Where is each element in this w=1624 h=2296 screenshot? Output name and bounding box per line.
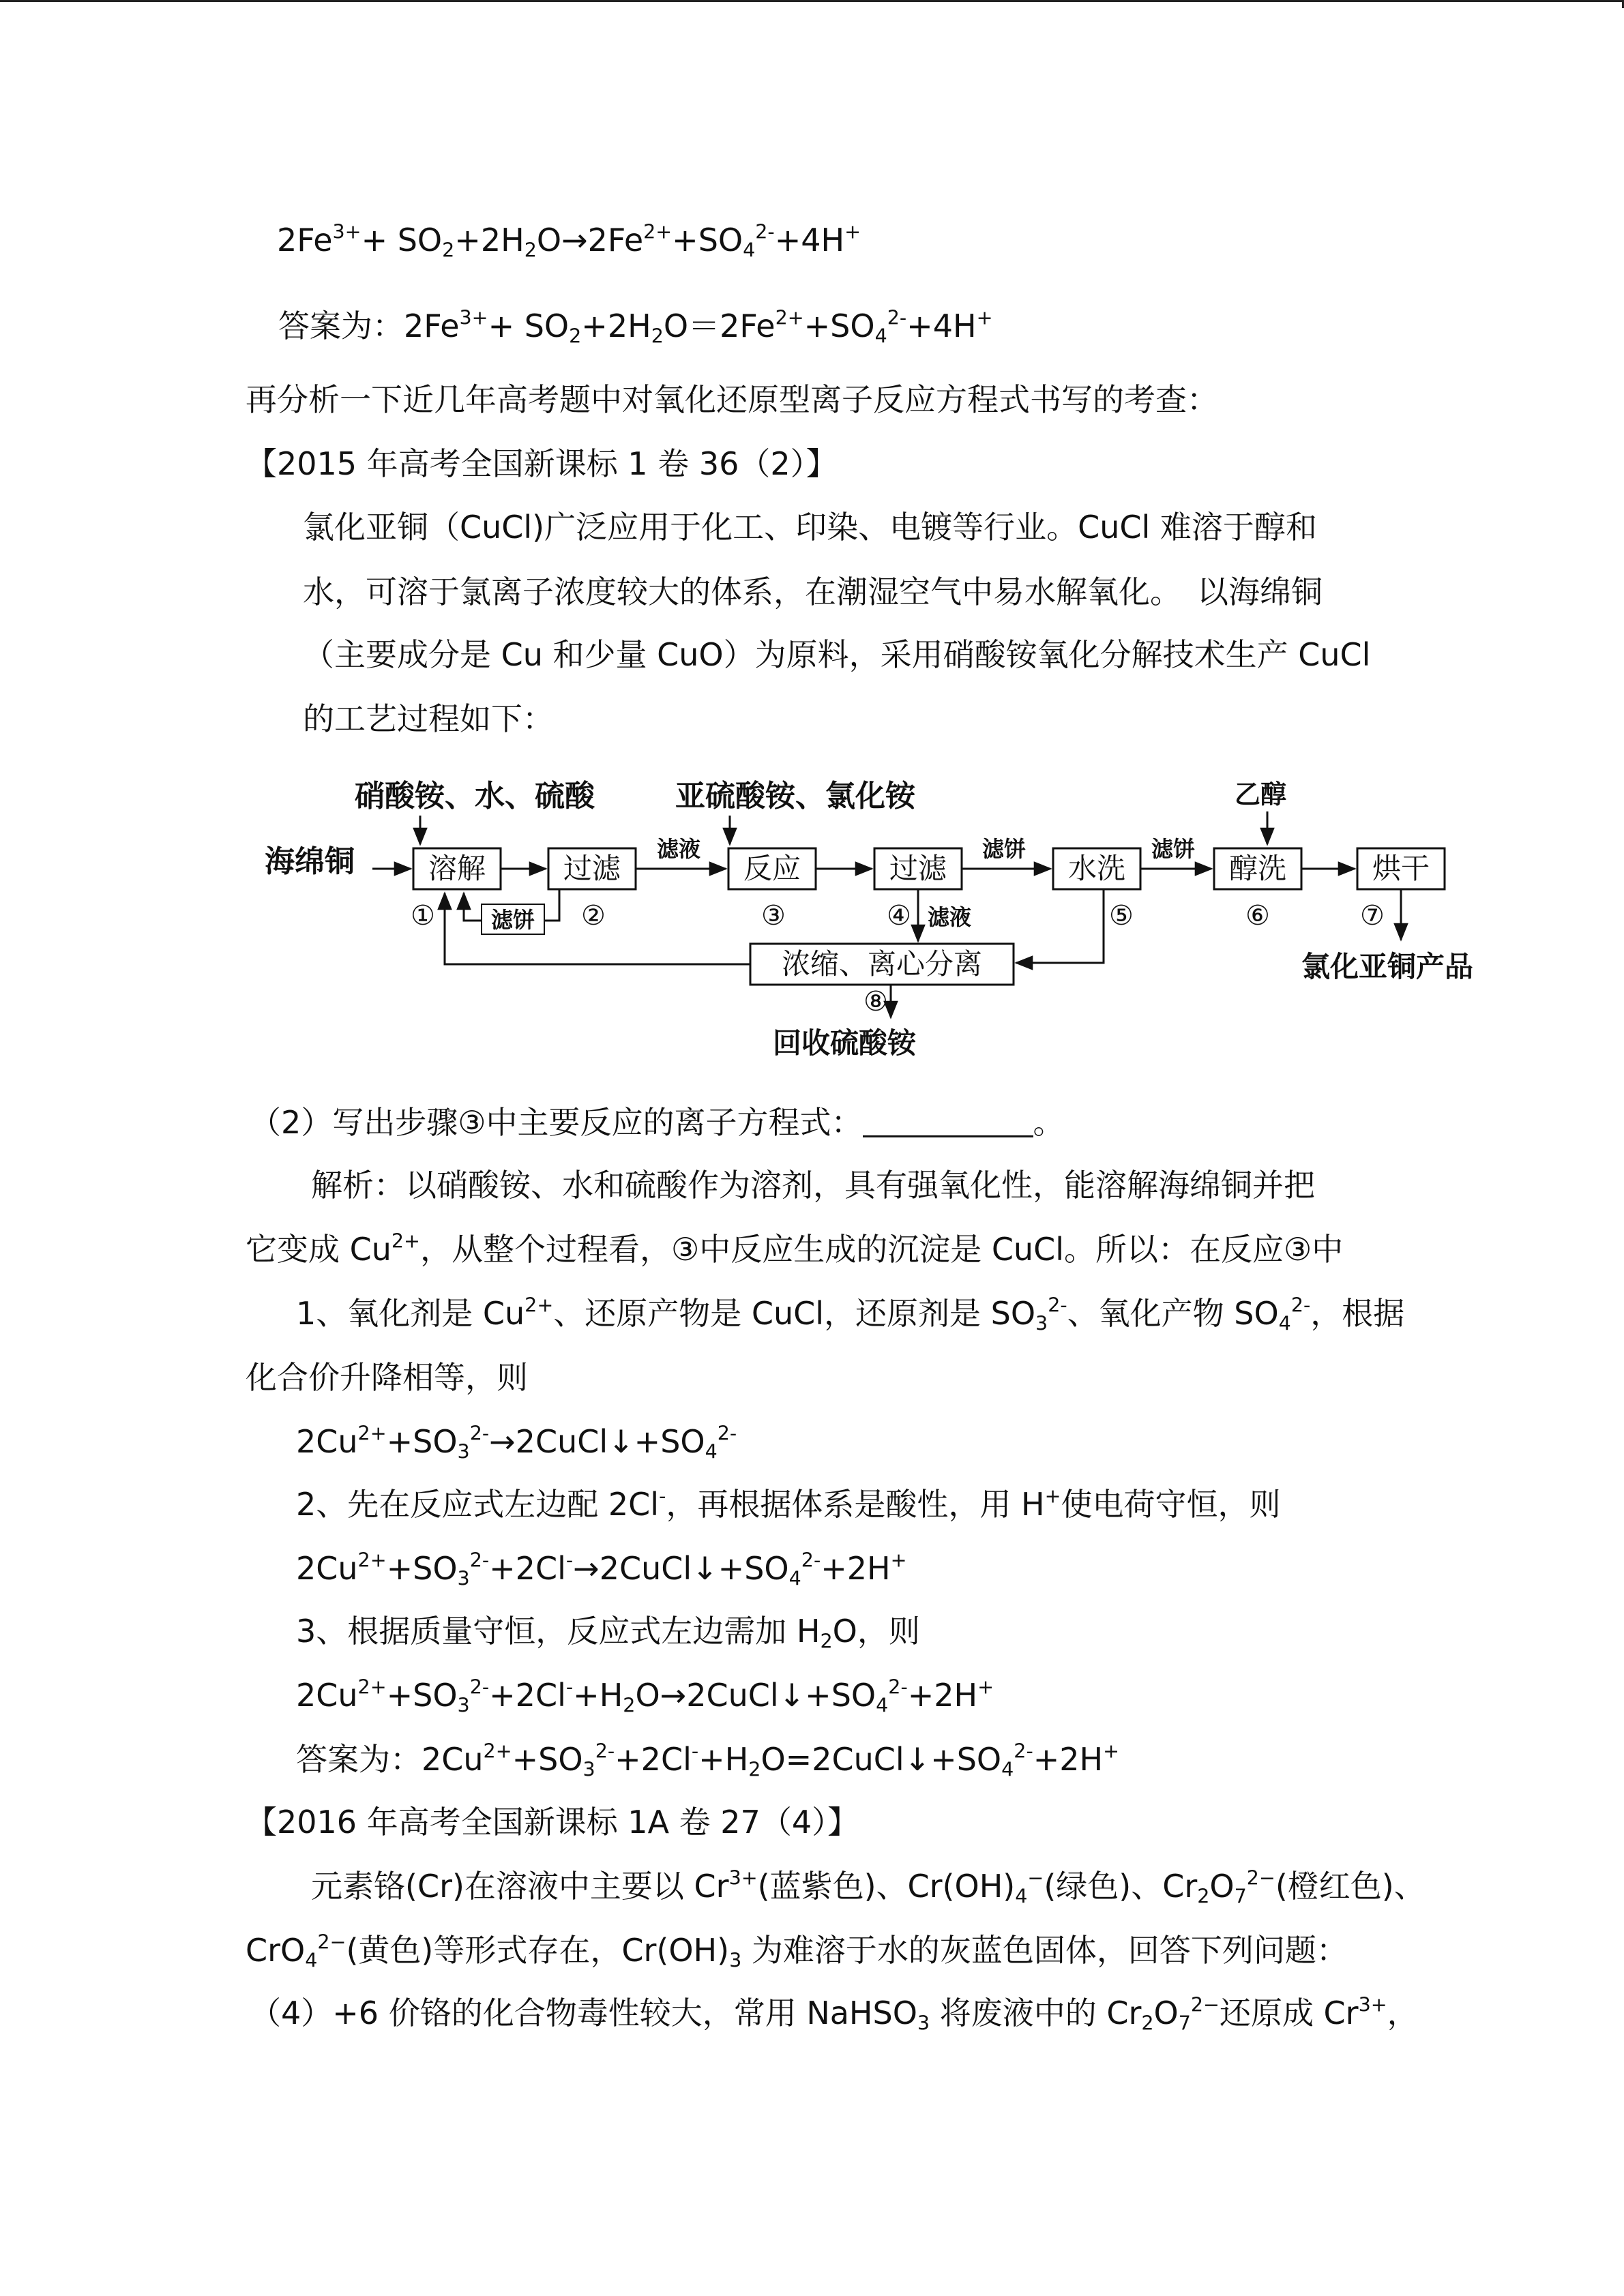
reagent-label-3: 乙醇: [1235, 779, 1287, 809]
recovered-label: 回收硫酸铵: [772, 1026, 917, 1060]
feedback-label-cake: 滤饼: [490, 907, 535, 933]
box-alcohol-wash-label: 醇洗: [1228, 852, 1287, 885]
section-2015-para-1: 氯化亚铜（CuCl)广泛应用于化工、印染、电镀等行业。CuCl 难溶于醇和: [303, 509, 1317, 546]
answer-label: 答案为：: [278, 308, 404, 344]
step-number-6: ⑥: [1245, 900, 1270, 931]
section-2016-header: 【2016 年高考全国新课标 1A 卷 27（4）】: [246, 1804, 859, 1840]
question-suffix: 。: [1033, 1104, 1065, 1141]
section-2016-para-3: （4）+6 价铬的化合物毒性较大，常用 NaHSO$_3$ 将废液中的 $Cr_2O_7^{2-}$还原成 $Cr^{3+}$，: [250, 1993, 1419, 2035]
box-dissolve: [413, 848, 501, 889]
step-number-3: ③: [761, 900, 786, 931]
analysis-answer: [296, 1739, 1119, 1780]
box-react: [728, 848, 816, 889]
step-number-4: ④: [887, 900, 911, 931]
section-2015-para-4: 的工艺过程如下：: [303, 700, 554, 737]
box-filter-2: [874, 848, 962, 889]
section-2015-header: 【2015 年高考全国新课标 1 卷 36（2）】: [246, 445, 838, 482]
box-recovery-label: 浓缩、离心分离: [781, 947, 983, 981]
answer-equation: $2Fe^{3+}+ SO_2+2H_2O=2Fe^{2+}+SO_4^{2-}+4H^+$: [404, 306, 993, 348]
box-filter-1: [548, 848, 636, 889]
box-recovery: [750, 944, 1014, 985]
arrow-label-cake-1: 滤饼: [982, 836, 1027, 862]
analysis-line-6: 3、根据质量守恒，反应式左边需加 $H_2O$，则: [296, 1613, 920, 1653]
analysis-equation-1: $2Cu^{2+}+SO_3^{2-}\to 2CuCl↓+SO_4^{2-}$: [296, 1422, 737, 1463]
box-react-label: 反应: [743, 852, 801, 885]
analysis-line-2: 它变成 $Cu^{2+}$，从整个过程看，③中反应生成的沉淀是 CuCl。所以：在反应③中: [246, 1229, 1344, 1268]
section-2016-para-1: 元素铬(Cr)在溶液中主要以 $Cr^{3+}$(蓝紫色)、$Cr(OH)_4^-$(绿色)、$Cr_2O_7^{2-}$(橙红色)、: [311, 1866, 1426, 1908]
equation-line-1: $2Fe^{3+}+ SO_2+2H_2O\to 2Fe^{2+}+SO_4^{2-}+4H^+$: [277, 220, 861, 262]
section-2016-para-2: CrO$_4^{2-}$(黄色)等形式存在，$Cr(OH)_3$ 为难溶于水的灰蓝色固体，回答下列问题：: [246, 1930, 1348, 1972]
box-dissolve-label: 溶解: [428, 852, 486, 885]
analysis-answer-equation: $2Cu^{2+}+SO_3^{2-}+2Cl^-+H_2O=2CuCl↓+SO_4^{2-}+2H^+$: [422, 1740, 1120, 1781]
arrow-wash-to-recovery: [1016, 889, 1104, 963]
answer-line-1: [278, 305, 992, 346]
question-line: [250, 1102, 1065, 1143]
box-filter-2-label: 过滤: [889, 852, 947, 885]
product-label: 氯化亚铜产品: [1301, 950, 1474, 983]
answer-blank[interactable]: [863, 1105, 1033, 1137]
analysis-line-4: 化合价升降相等，则: [246, 1359, 528, 1396]
step-number-2: ②: [581, 900, 606, 931]
step-number-7: ⑦: [1360, 900, 1385, 931]
step-number-5: ⑤: [1109, 900, 1134, 931]
step-number-1: ①: [411, 900, 435, 931]
reagent-label-1: 硝酸铵、水、硫酸: [355, 779, 595, 814]
page-top-border: [0, 0, 1624, 2]
analysis-line-1: 解析：以硝酸铵、水和硫酸作为溶剂，具有强氧化性，能溶解海绵铜并把: [311, 1167, 1315, 1204]
analysis-line-5: 2、先在反应式左边配 2Cl-，再根据体系是酸性，用 H+使电荷守恒，则: [296, 1485, 1281, 1523]
analysis-line-3: 1、氧化剂是 $Cu^{2+}$、还原产物是 CuCl，还原剂是 $SO_3^{2-}$、氧化产物 $SO_4^{2-}$，根据: [296, 1294, 1405, 1335]
box-alcohol-wash: [1214, 848, 1301, 889]
intro-line: 再分析一下近几年高考题中对氧化还原型离子反应方程式书写的考查：: [246, 381, 1218, 418]
section-2015-para-2: 水，可溶于氯离子浓度较大的体系，在潮湿空气中易水解氧化。 以海绵铜: [303, 573, 1323, 610]
start-material: 海绵铜: [265, 844, 355, 879]
analysis-equation-2: $2Cu^{2+}+SO_3^{2-}+2Cl^-\to 2CuCl↓+SO_4^{2-}+2H^+$: [296, 1549, 907, 1590]
section-2015-para-3: （主要成分是 Cu 和少量 CuO）为原料，采用硝酸铵氧化分解技术生产 CuCl: [303, 636, 1371, 673]
box-filter-1-label: 过滤: [563, 852, 621, 885]
arrow-label-cake-2: 滤饼: [1151, 836, 1196, 862]
box-dry-label: 烘干: [1372, 852, 1430, 885]
box-water-wash-label: 水洗: [1067, 852, 1126, 885]
step-number-8: ⑧: [863, 986, 888, 1017]
reagent-label-2: 亚硫酸铵、氯化铵: [675, 779, 915, 814]
box-dry: [1357, 848, 1445, 889]
question-prefix: （2）写出步骤③中主要反应的离子方程式：: [250, 1104, 863, 1141]
analysis-answer-label: 答案为：: [296, 1741, 422, 1778]
filtrate-label: 滤液: [928, 904, 972, 930]
arrow-label-filtrate: 滤液: [657, 836, 701, 862]
process-flowchart: [259, 771, 1514, 1071]
box-water-wash: [1053, 848, 1140, 889]
analysis-equation-3: $2Cu^{2+}+SO_3^{2-}+2Cl^-+H_2O\to 2CuCl↓+SO_4^{2-}+2H^+$: [296, 1675, 994, 1717]
